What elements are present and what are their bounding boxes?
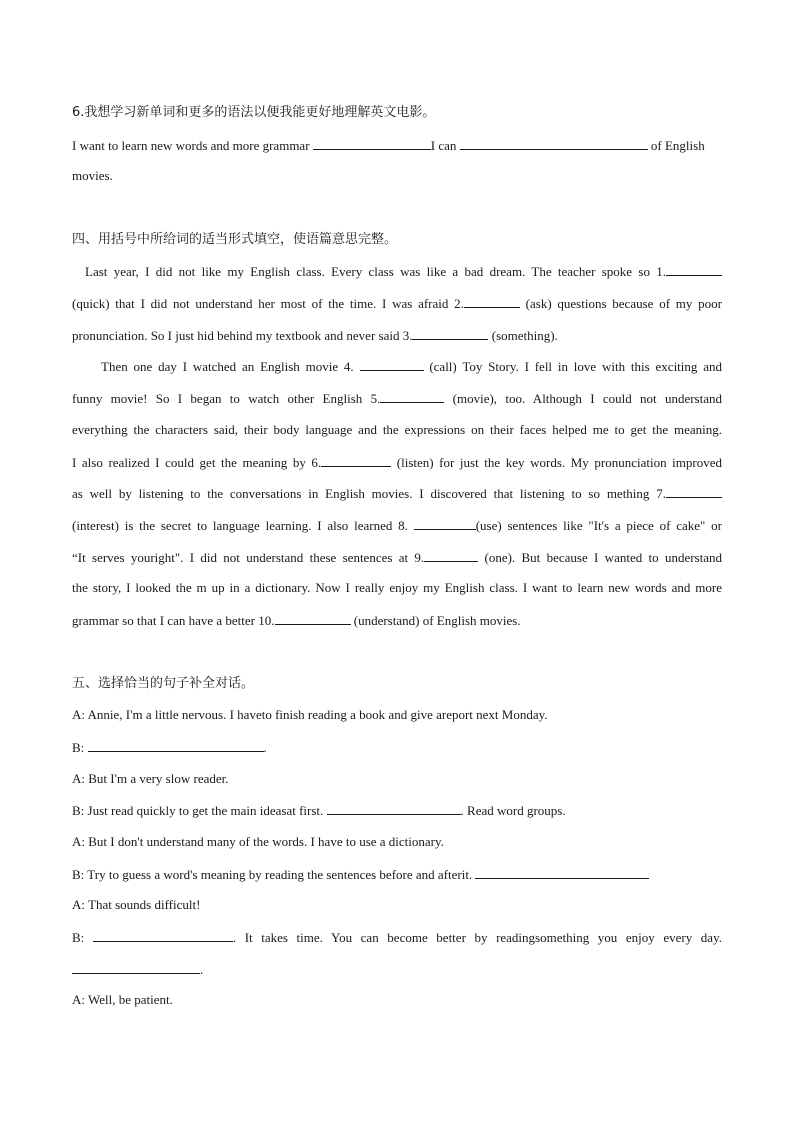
dialog-blank-2[interactable] [327, 802, 461, 815]
section-4-line-2 [72, 295, 722, 311]
s4-text: (understand) of English movies. [350, 613, 521, 628]
dialog-line-4 [72, 802, 722, 818]
s4-blank-4[interactable] [360, 358, 424, 371]
s4-blank-3[interactable] [412, 327, 488, 340]
s4-blank-7[interactable] [666, 485, 722, 498]
dialog-text: . Read word groups. [460, 803, 566, 818]
section-5-heading: 五、选择恰当的句子补全对话。 [72, 676, 255, 691]
dialog-text: B: [72, 740, 88, 755]
dialog-text: B: Try to guess a word's meaning by reading the sentences before and afterit. [72, 867, 476, 882]
dialog-text: B: [72, 930, 93, 945]
dialog-line-3: A: But I'm a very slow reader. [72, 771, 229, 786]
s4-text: (use) sentences like "It's a piece of cake" or [475, 518, 722, 533]
s4-text: as well by listening to the conversations in English movies. I discovered that listening to so mething 7. [72, 486, 666, 501]
dialog-blank-4[interactable] [93, 929, 233, 942]
section-4-line-8 [72, 485, 722, 501]
s4-text: “It serves youright". I did not understand these sentences at 9. [72, 550, 425, 565]
s4-text: pronunciation. So I just hid behind my textbook and never said 3. [72, 328, 413, 343]
dialog-text: . [200, 962, 204, 977]
dialog-text: . [263, 740, 267, 755]
q6-blank-1[interactable] [313, 137, 431, 150]
s4-blank-2[interactable] [464, 295, 520, 308]
section-4-line-1 [85, 263, 722, 279]
s4-text: (quick) that I did not understand her most of the time. I was afraid 2. [72, 296, 464, 311]
s4-blank-6[interactable] [321, 454, 391, 467]
s4-blank-9[interactable] [424, 549, 478, 562]
q6-text-a: I want to learn new words and more grammar [72, 138, 313, 153]
q6-blank-2[interactable] [460, 137, 648, 150]
s4-text: (listen) for just the key words. My pronunciation improved [391, 455, 722, 470]
section-4-line-3 [72, 327, 722, 343]
s4-text: (movie), too. Although I could not understand [444, 391, 722, 406]
section-4-line-10 [72, 549, 722, 565]
s4-text: (one). But because I wanted to understand [478, 550, 722, 565]
dialog-line-2 [72, 739, 722, 755]
dialog-blank-3[interactable] [475, 866, 649, 879]
section-4-line-9 [72, 517, 722, 533]
section-4-heading: 四、用括号中所给词的适当形式填空，使语篇意思完整。 [72, 232, 398, 247]
section-4-line-5 [72, 390, 722, 406]
dialog-line-10: A: Well, be patient. [72, 992, 173, 1007]
s4-blank-10[interactable] [275, 612, 351, 625]
dialog-blank-1[interactable] [88, 739, 264, 752]
dialog-blank-5[interactable] [72, 961, 200, 974]
question-6-prompt: 6.我想学习新单词和更多的语法以便我能更好地理解英文电影。 [72, 105, 436, 120]
section-4-line-4 [101, 358, 722, 374]
section-4-line-12 [72, 612, 722, 628]
dialog-line-9 [72, 961, 722, 977]
s4-text: Last year, I did not like my English class. Every class was like a bad dream. The teacher spoke so 1. [85, 264, 666, 279]
s4-text: I also realized I could get the meaning by 6. [72, 455, 322, 470]
s4-text: (ask) questions because of my poor [519, 296, 722, 311]
dialog-line-8 [72, 929, 722, 945]
section-4-line-7 [72, 454, 722, 470]
q6-text-b: I can [430, 138, 460, 153]
dialog-text: . It takes time. You can become better by readingsomething you enjoy every day. [232, 930, 722, 945]
s4-text: grammar so that I can have a better 10. [72, 613, 275, 628]
s4-blank-8[interactable] [414, 517, 476, 530]
dialog-line-6 [72, 866, 722, 882]
dialog-line-5: A: But I don't understand many of the words. I have to use a dictionary. [72, 834, 444, 849]
section-4-line-11: the story, I looked the m up in a dictionary. Now I really enjoy my English class. I want to learn new words and more [72, 580, 722, 595]
s4-text: (something). [488, 328, 558, 343]
question-6-line-2: movies. [72, 168, 113, 183]
s4-text: funny movie! So I began to watch other English 5. [72, 391, 381, 406]
question-6-line-1 [72, 137, 722, 153]
s4-text: Then one day I watched an English movie 4. [101, 359, 360, 374]
s4-text: (interest) is the secret to language learning. I also learned 8. [72, 518, 414, 533]
dialog-text: B: Just read quickly to get the main ideasat first. [72, 803, 327, 818]
section-4-line-6: everything the characters said, their body language and the expressions on their faces helped me to get the meaning. [72, 422, 722, 437]
q6-text-c: of English [647, 138, 705, 153]
s4-text: (call) Toy Story. I fell in love with this exciting and [423, 359, 722, 374]
dialog-line-7: A: That sounds difficult! [72, 897, 201, 912]
s4-blank-1[interactable] [666, 263, 722, 276]
dialog-line-1: A: Annie, I'm a little nervous. I haveto finish reading a book and give areport next Monday. [72, 707, 548, 722]
s4-blank-5[interactable] [380, 390, 444, 403]
